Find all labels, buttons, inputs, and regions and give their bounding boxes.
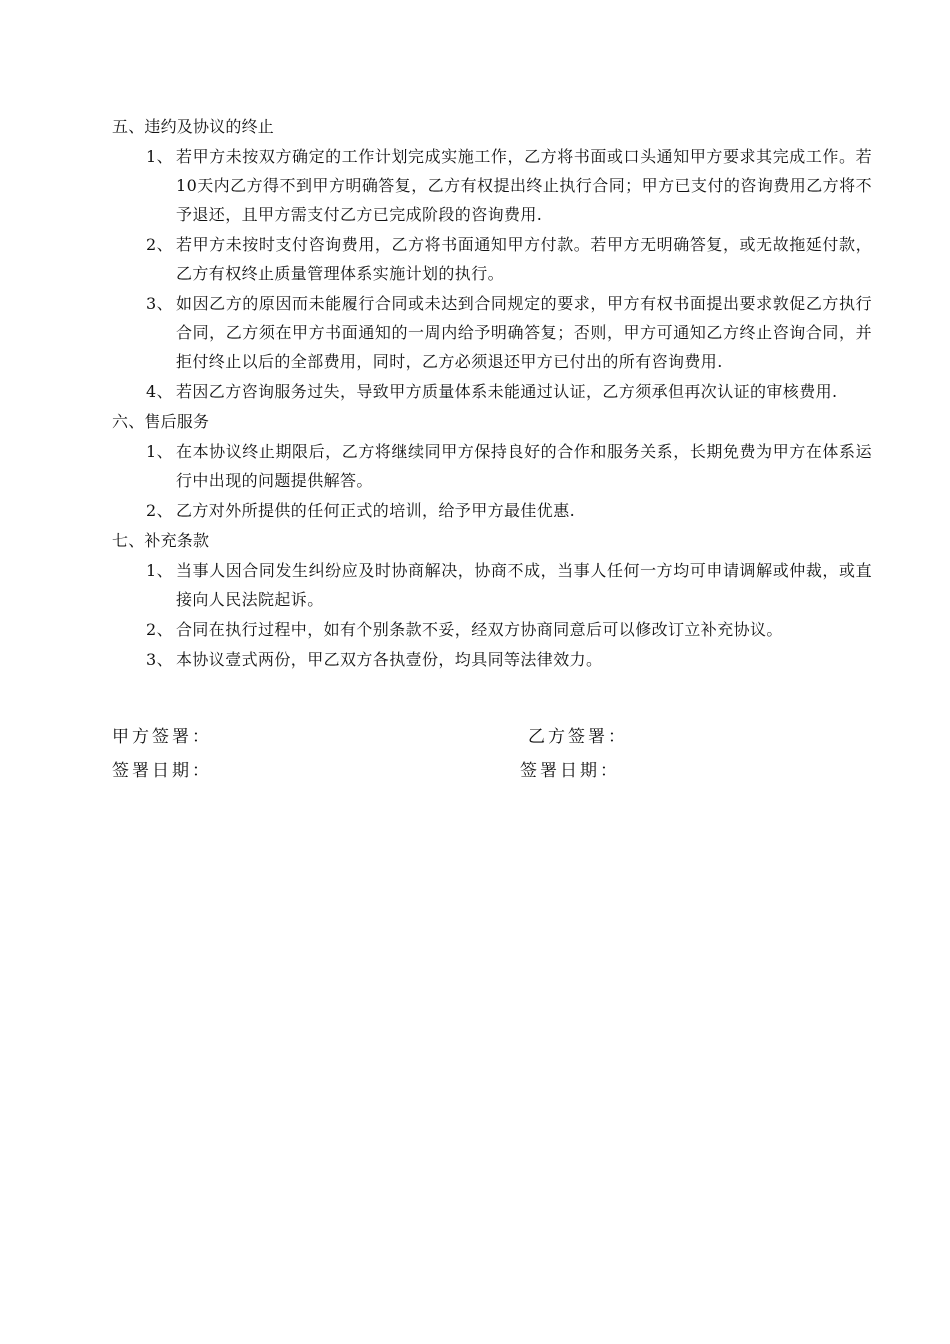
- contract-body: [112, 112, 872, 675]
- clause-number: 1、: [146, 147, 173, 166]
- section-title-after-sales: 六、售后服务: [112, 412, 210, 431]
- clause-5-3: [112, 289, 872, 376]
- signature-block: [112, 722, 872, 790]
- clause-number: 3、: [146, 650, 173, 669]
- clause-number: 1、: [146, 561, 173, 580]
- party-a-date-label: 签署日期：: [112, 761, 212, 781]
- clause-text: 在本协议终止期限后，乙方将继续同甲方保持良好的合作和服务关系，长期免费为甲方在体系运行中出现的问题提供解答。: [176, 442, 872, 490]
- clause-text: 合同在执行过程中，如有个别条款不妥，经双方协商同意后可以修改订立补充协议。: [176, 620, 783, 639]
- clause-6-2: [112, 496, 872, 525]
- clause-text: 乙方对外所提供的任何正式的培训，给予甲方最佳优惠.: [176, 501, 576, 520]
- clause-number: 2、: [146, 620, 173, 639]
- clause-5-2: [112, 230, 872, 288]
- clause-text: 若甲方未按时支付咨询费用，乙方将书面通知甲方付款。若甲方无明确答复，或无故拖延付款，乙方有权终止质量管理体系实施计划的执行。: [176, 235, 872, 283]
- party-b-signature-label: 乙方签署：: [528, 727, 628, 747]
- clause-number: 1、: [146, 442, 173, 461]
- clause-text: 若因乙方咨询服务过失，导致甲方质量体系未能通过认证，乙方须承但再次认证的审核费用.: [176, 382, 838, 401]
- section-title-supplementary: 七、补充条款: [112, 531, 210, 550]
- clause-text: 当事人因合同发生纠纷应及时协商解决，协商不成，当事人任何一方均可申请调解或仲裁，或直接向人民法院起诉。: [176, 561, 872, 609]
- section-title-breach: 五、违约及协议的终止: [112, 117, 275, 136]
- clause-5-4: [112, 377, 872, 406]
- party-b-date-label: 签署日期：: [520, 761, 620, 781]
- clause-text: 若甲方未按双方确定的工作计划完成实施工作，乙方将书面或口头通知甲方要求其完成工作。若10天内乙方得不到甲方明确答复，乙方有权提出终止执行合同；甲方已支付的咨询费用乙方将不予退还，且甲方需支付乙方已完成阶段的咨询费用.: [176, 147, 872, 224]
- clause-number: 3、: [146, 294, 173, 313]
- clause-text: 本协议壹式两份，甲乙双方各执壹份，均具同等法律效力。: [176, 650, 603, 669]
- clause-number: 2、: [146, 501, 173, 520]
- signature-row: [112, 722, 872, 756]
- clause-text: 如因乙方的原因而未能履行合同或未达到合同规定的要求，甲方有权书面提出要求敦促乙方执行合同，乙方须在甲方书面通知的一周内给予明确答复；否则，甲方可通知乙方终止咨询合同，并拒付终止以后的全部费用，同时，乙方必须退还甲方已付出的所有咨询费用.: [176, 294, 872, 371]
- clause-5-1: [112, 142, 872, 229]
- signature-date-row: [112, 756, 872, 790]
- clause-7-3: [112, 645, 872, 674]
- clause-7-2: [112, 615, 872, 644]
- party-a-signature-label: 甲方签署：: [112, 727, 212, 747]
- clause-7-1: [112, 556, 872, 614]
- clause-number: 2、: [146, 235, 173, 254]
- clause-number: 4、: [146, 382, 173, 401]
- clause-6-1: [112, 437, 872, 495]
